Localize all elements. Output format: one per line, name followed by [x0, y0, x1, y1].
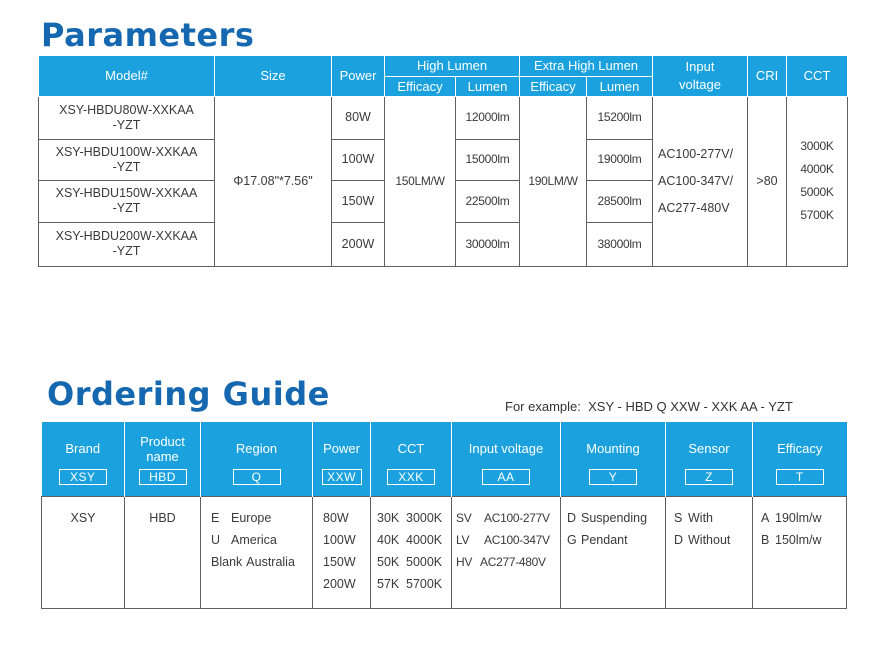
parameters-table	[38, 56, 848, 267]
option-code: 40K	[377, 532, 400, 547]
option-label: 3000K	[406, 510, 443, 525]
header-code: AA	[482, 469, 530, 485]
header-high-efficacy: Efficacy	[385, 76, 456, 96]
header-code: XSY	[59, 469, 107, 485]
header-cri: CRI	[748, 56, 787, 96]
option-code: LV	[456, 532, 470, 547]
header-title: CCT	[397, 441, 425, 457]
option-label: 190lm/w	[775, 510, 822, 525]
model-line1: XSY-HBDU150W-XXKAA	[55, 186, 198, 200]
cct-cell	[787, 96, 848, 266]
power-cell: 80W	[332, 96, 385, 139]
ordering-header-brand	[42, 422, 125, 496]
option-code: G	[567, 532, 577, 547]
ordering-header-sensor	[666, 422, 753, 496]
header-code: XXK	[387, 469, 435, 485]
region-option	[211, 529, 312, 551]
mounting-option	[567, 507, 665, 529]
option-code: SV	[456, 510, 472, 525]
extra-efficacy-cell: 190LM/W	[520, 96, 587, 266]
ordering-header-power	[313, 422, 371, 496]
model-cell	[39, 139, 215, 180]
mounting-option	[567, 529, 665, 551]
cct-line: 3000K	[800, 139, 834, 153]
example-line	[505, 399, 793, 414]
ordering-header-input-voltage	[452, 422, 561, 496]
efficacy-option	[761, 529, 846, 551]
power-option: 80W	[323, 510, 349, 525]
power-option: 100W	[323, 532, 356, 547]
option-code: S	[674, 510, 683, 525]
header-title: Efficacy	[777, 441, 823, 457]
ordering-header-region	[201, 422, 313, 496]
high-lumen-cell: 15000lm	[456, 139, 520, 180]
header-code: Y	[589, 469, 637, 485]
input-voltage-cell	[452, 496, 561, 608]
model-line1: XSY-HBDU100W-XXKAA	[55, 144, 198, 159]
power-cell: 150W	[332, 180, 385, 222]
cct-option	[377, 529, 451, 551]
example-value: XSY - HBD Q XXW - XXK AA - YZT	[588, 399, 793, 414]
input-voltage-cell	[653, 96, 748, 266]
option-label: America	[231, 532, 277, 547]
cct-line: 5000K	[800, 185, 834, 199]
model-line2: -YZT	[112, 159, 141, 174]
voltage-line: AC100-347V/	[658, 173, 734, 188]
header-title: Mounting	[586, 441, 640, 457]
mounting-cell	[561, 496, 666, 608]
header-title: Power	[323, 441, 360, 457]
header-cct: CCT	[787, 56, 848, 96]
power-cell: 200W	[332, 222, 385, 266]
header-input-voltage-line2: voltage	[679, 76, 721, 92]
model-cell	[39, 180, 215, 222]
header-high-lumen-value: Lumen	[456, 76, 520, 96]
cct-line: 4000K	[800, 162, 834, 176]
model-line2: -YZT	[112, 244, 141, 258]
option-code: HV	[456, 554, 473, 569]
model-line2: -YZT	[112, 201, 141, 215]
header-title: Region	[235, 441, 278, 457]
option-label: AC100-347V	[484, 532, 550, 547]
option-code: 30K	[377, 510, 400, 525]
voltage-line: AC277-480V	[658, 200, 730, 215]
voltage-option	[456, 529, 560, 551]
option-code: D	[567, 510, 577, 525]
header-code: Q	[233, 469, 281, 485]
option-code: A	[761, 510, 770, 525]
model-line2: -YZT	[112, 117, 141, 132]
sensor-option	[674, 507, 752, 529]
cri-cell: >80	[748, 96, 787, 266]
power-option: 150W	[323, 554, 356, 569]
header-title: Product name	[140, 433, 185, 464]
power-option: 200W	[323, 576, 356, 591]
option-label: Pendant	[581, 532, 628, 547]
option-label: 150lm/w	[775, 532, 822, 547]
header-code: HBD	[139, 469, 187, 485]
ordering-header-product	[125, 422, 201, 496]
header-code: XXW	[322, 469, 362, 485]
cct-option	[377, 551, 451, 573]
header-size: Size	[215, 56, 332, 96]
table-row	[42, 496, 847, 608]
region-option	[211, 551, 312, 573]
voltage-line: AC100-277V/	[658, 146, 734, 161]
option-label: Australia	[246, 554, 295, 569]
sensor-option	[674, 529, 752, 551]
option-label: AC277-480V	[480, 554, 546, 569]
header-extra-high-lumen: Extra High Lumen	[520, 56, 653, 76]
model-cell	[39, 96, 215, 139]
header-extra-lumen-value: Lumen	[587, 76, 653, 96]
model-cell	[39, 222, 215, 266]
high-lumen-cell: 30000lm	[456, 222, 520, 266]
example-label: For example:	[505, 399, 581, 414]
header-code: T	[776, 469, 824, 485]
extra-lumen-cell: 15200lm	[587, 96, 653, 139]
header-power: Power	[332, 56, 385, 96]
header-extra-efficacy: Efficacy	[520, 76, 587, 96]
ordering-guide-title: Ordering Guide	[47, 375, 330, 413]
header-title: Brand	[65, 441, 101, 457]
efficacy-cell	[753, 496, 847, 608]
product-value: HBD	[149, 510, 176, 525]
option-code: D	[674, 532, 684, 547]
region-cell	[201, 496, 313, 608]
option-label: 4000K	[406, 532, 443, 547]
option-label: Suspending	[581, 510, 648, 525]
extra-lumen-cell: 19000lm	[587, 139, 653, 180]
option-code: Blank	[211, 554, 243, 569]
voltage-option	[456, 507, 560, 529]
extra-lumen-cell: 28500lm	[587, 180, 653, 222]
ordering-header-efficacy	[753, 422, 847, 496]
option-code: 50K	[377, 554, 400, 569]
header-title: Sensor	[688, 441, 730, 457]
cct-cell	[371, 496, 452, 608]
option-code: B	[761, 532, 770, 547]
model-line1: XSY-HBDU200W-XXKAA	[55, 229, 198, 243]
power-cell	[313, 496, 371, 608]
size-cell: Φ17.08"*7.56"	[215, 96, 332, 266]
ordering-header-cct	[371, 422, 452, 496]
cct-option	[377, 573, 451, 595]
header-title: Input voltage	[468, 441, 544, 457]
model-line1: XSY-HBDU80W-XXKAA	[59, 102, 194, 117]
brand-cell	[42, 496, 125, 608]
cct-line: 5700K	[800, 208, 834, 222]
option-label: 5000K	[406, 554, 443, 569]
voltage-option	[456, 551, 560, 573]
power-cell: 100W	[332, 139, 385, 180]
high-efficacy-cell: 150LM/W	[385, 96, 456, 266]
option-label: Europe	[231, 510, 272, 525]
brand-value: XSY	[70, 510, 96, 525]
ordering-table	[41, 422, 847, 609]
option-label: AC100-277V	[484, 510, 550, 525]
ordering-header-mounting	[561, 422, 666, 496]
high-lumen-cell: 12000lm	[456, 96, 520, 139]
option-code: E	[211, 510, 220, 525]
region-option	[211, 507, 312, 529]
efficacy-option	[761, 507, 846, 529]
option-label: With	[688, 510, 713, 525]
high-lumen-cell: 22500lm	[456, 180, 520, 222]
option-label: 5700K	[406, 576, 443, 591]
option-code: 57K	[377, 576, 400, 591]
sensor-cell	[666, 496, 753, 608]
table-row	[39, 96, 848, 139]
header-code: Z	[685, 469, 733, 485]
header-input-voltage	[653, 56, 748, 96]
header-model: Model#	[39, 56, 215, 96]
product-cell	[125, 496, 201, 608]
extra-lumen-cell: 38000lm	[587, 222, 653, 266]
option-code: U	[211, 532, 221, 547]
option-label: Without	[688, 532, 731, 547]
parameters-title: Parameters	[41, 16, 255, 54]
header-high-lumen: High Lumen	[385, 56, 520, 76]
header-input-voltage-line1: Input	[685, 58, 715, 74]
cct-option	[377, 507, 451, 529]
